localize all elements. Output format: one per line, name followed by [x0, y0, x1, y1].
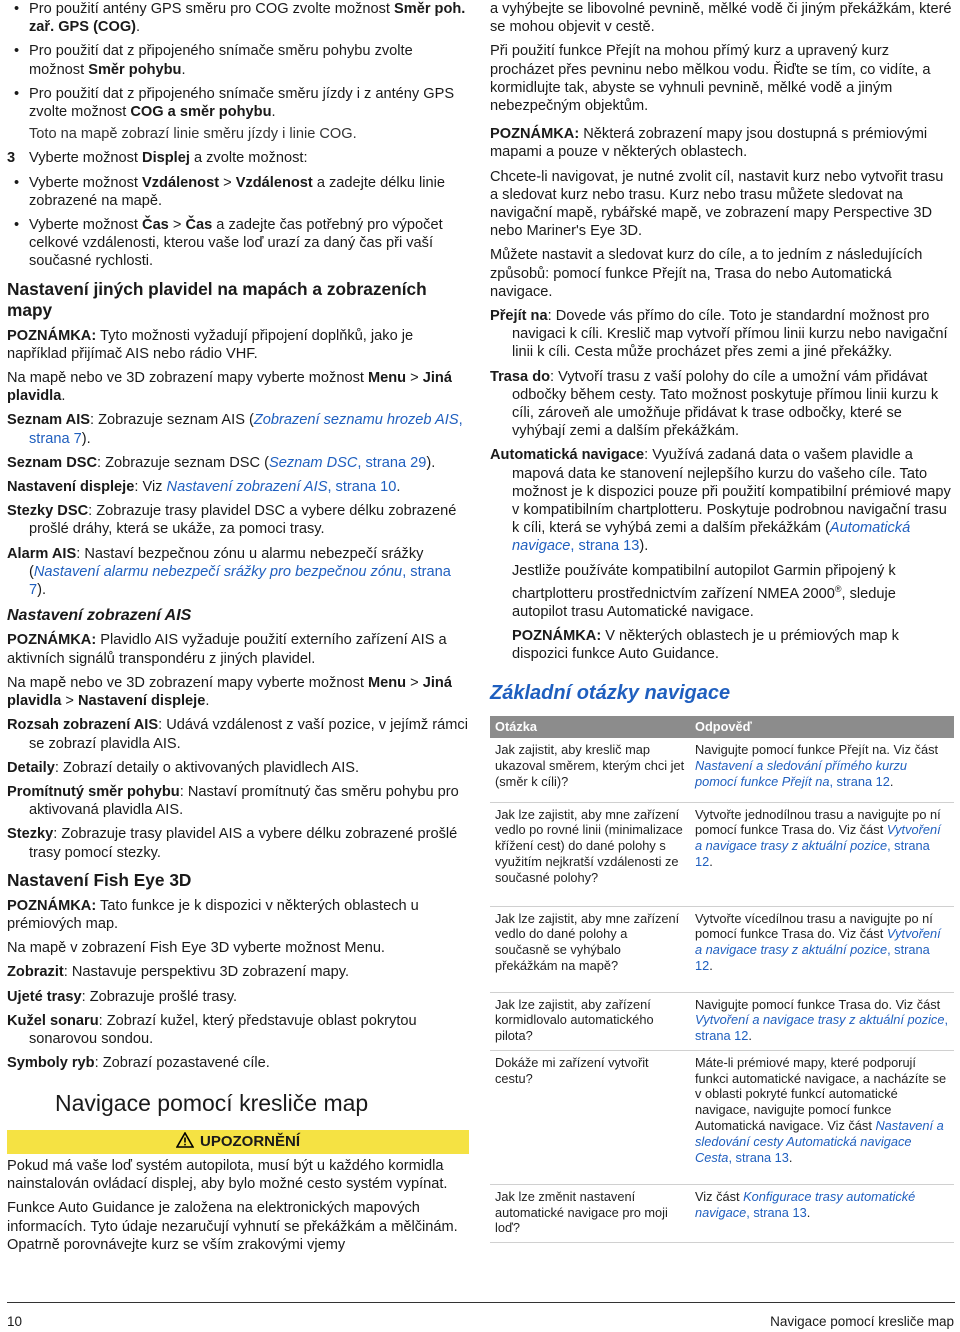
answer-cell: Viz část Konfigurace trasy automatické navigace, strana 13. [690, 1184, 954, 1242]
cog-note: Toto na mapě zobrazí linie směru jízdy i linie COG. [29, 126, 357, 143]
answer-link[interactable]: Nastavení a sledování přímého kurzu pomocí funkce Přejít na [695, 757, 907, 789]
answer-link-page[interactable]: , strana 13 [746, 1204, 807, 1220]
heading-other-vessels: Nastavení jiných plavidel na mapách a zobrazeních mapy [7, 278, 427, 320]
footer-title: Navigace pomocí kresliče map [770, 1314, 954, 1329]
navigate-methods: Můžete nastavit a sledovat kurz do cíle, a to jedním z následujících způsobů: pomocí funkce Přejít na, Trasa do nebo Automatická navigace. [490, 247, 923, 300]
right-column [490, 0, 955, 670]
table-row [490, 738, 954, 802]
question-cell: Jak lze zajistit, aby zařízení kormidlovalo automatického pilota? [490, 992, 690, 1050]
bullet-cog-heading: • Pro použití dat z připojeného snímače směru jízdy i z antény GPS zvolte možnost COG a směr pohybu. [7, 85, 469, 121]
question-cell: Jak lze zajistit, aby mne zařízení vedlo do dané polohy a současně se vyhýbalo překážkám na mapě? [490, 906, 690, 992]
def-display-settings: Nastavení displeje: Viz Nastavení zobrazení AIS, strana 10. [7, 479, 401, 496]
answer-link[interactable]: Vytvoření a navigace trasy z aktuální pozice [695, 926, 941, 958]
link-ais-threats-page[interactable]: , strana 7 [29, 412, 463, 447]
warning-text: Pokud má vaše loď systém autopilota, musí být u každého kormidla nainstalován ovládací displej, aby bylo možné cesto systém vypínat. [7, 1158, 448, 1193]
link-ais-display-page[interactable]: , strana 10 [327, 479, 397, 496]
table-row [490, 802, 954, 906]
autopilot-text: Jestliže používáte kompatibilní autopilot Garmin připojený k chartplotteru prostřednictvím zařízení NMEA 2000®, sleduje autopilot trasu Automatické navigace. [512, 562, 896, 620]
page-number: 10 [7, 1314, 23, 1329]
answer-cell: Máte-li prémiové mapy, které podporují funkci automatické navigace, a nacházíte se v oblasti pokryté funkcí automatické navigace, navigujte pomocí funkce Automatická navigace. Viz část Nastavení a sledování cesty Automatická navigace Cesta, strana 13. [690, 1050, 954, 1184]
link-collision-alarm[interactable]: Nastavení alarmu nebezpečí srážky pro bezpečnou zónu [33, 563, 403, 580]
question-cell: Jak zajistit, aby kreslič map ukazoval směrem, kterým chci jet (směr k cíli)? [490, 738, 690, 802]
note-auto-guidance: POZNÁMKA: V některých oblastech je u prémiových map k dispozici funkce Auto Guidance. [512, 628, 899, 663]
menu-path-other: Na mapě nebo ve 3D zobrazení mapy vyberte možnost Menu > Jiná plavidla. [7, 370, 452, 405]
def-goto: Přejít na: Dovede vás přímo do cíle. Toto je standardní možnost pro navigaci k cíli. Kreslič map vytvoří přímou linii kurzu nebo navigační linii k cíli. Cesta může procházet přes zemi a jiné překážky. [490, 308, 948, 361]
link-dsc-list[interactable]: Seznam DSC [268, 454, 358, 471]
question-cell: Dokáže mi zařízení vytvořit cestu? [490, 1050, 690, 1184]
heading-chartplotter-navigation: Navigace pomocí kresliče map [55, 1090, 369, 1116]
auto-guidance-text: Funkce Auto Guidance je založena na elektronických mapových informacích. Tyto údaje nezaručují vyhnutí se překážkám a mělčinám. Opatrně porovnávejte kurz se vším zrakovými vjemy [7, 1200, 458, 1253]
def-route-to: Trasa do: Vytvoří trasu z vaší polohy do cíle a umožní vám přidávat odbočky během cesty. Tato možnost poskytuje přímou linii kurzu k cíli, zároveň ale umožňuje přidávat k trase odbočky, které se vyhýbají zemi a dalším překážkám. [490, 368, 939, 440]
answer-link-page[interactable]: , strana 12 [829, 773, 890, 789]
col-question-header: Otázka [490, 716, 690, 738]
avoid-obstacles-text: a vyhýbejte se libovolné pevnině, mělké vodě či jiným překážkám, které se mohou objevit v cestě. [490, 1, 952, 36]
link-ais-display[interactable]: Nastavení zobrazení AIS [166, 479, 328, 496]
def-fish-symbols: Symboly ryb: Zobrazí pozastavené cíle. [7, 1055, 270, 1072]
answer-link[interactable]: Nastavení a sledování cesty Automatická navigace Cesta [695, 1118, 944, 1165]
answer-link-page[interactable]: , strana 12 [695, 942, 930, 973]
warning-icon [176, 1132, 194, 1156]
bullet-heading-sensor: • Pro použití dat z připojeného snímače směru pohybu zvolte možnost Směr pohybu. [7, 42, 469, 78]
table-header-row [490, 716, 954, 738]
table-row [490, 992, 954, 1050]
col-answer-header: Odpověď [690, 716, 954, 738]
bullet-gps-cog: • Pro použití antény GPS směru pro COG zvolte možnost Směr poh. zař. GPS (COG). [7, 0, 469, 36]
note-premium: POZNÁMKA: Některá zobrazení mapy jsou dostupná s prémiovými mapami a pouze v některých oblastech. [490, 126, 928, 161]
bullet-time: • Vyberte možnost Čas > Čas a zadejte čas potřebný pro výpočet celkové vzdálenosti, kterou vaše loď urazí za daný čas při vaší současné rychlosti. [7, 216, 469, 271]
left-column [7, 0, 469, 1078]
link-auto-guidance-page[interactable]: , strana 13 [570, 538, 640, 555]
def-details: Detaily: Zobrazí detaily o aktivovaných plavidlech AIS. [7, 759, 360, 776]
def-auto-guidance: Automatická navigace: Využívá zadaná data o vašem plavidle a mapová data ke stanovení nejlepšího kurzu do vašeho cíle. Tato možnost je k dispozici pouze při použití kompatibilní prémiové mapy v kompatibilním chartplotteru. Poskytuje podrobnou navigační trasu k cíli, která se vyhýbá zemi a dalším překážkám (Automatická navigace, strana 13). [490, 447, 951, 555]
step-number: 3 [7, 150, 16, 167]
answer-link[interactable]: Vytvoření a navigace trasy z aktuální pozice [695, 822, 941, 854]
menu-path-ais: Na mapě nebo ve 3D zobrazení mapy vyberte možnost Menu > Jiná plavidla > Nastavení displeje. [7, 674, 452, 710]
heading-fish-eye: Nastavení Fish Eye 3D [7, 869, 192, 890]
def-trails: Stezky: Zobrazuje trasy plavidel AIS a vybere délku zobrazené prošlé trasy pomocí stezky. [7, 826, 458, 861]
def-dsc-trails: Stezky DSC: Zobrazuje trasy plavidel DSC a vybere délku zobrazené prošlé dráhy, která se ukáže, za pomoci trasy. [7, 503, 457, 538]
navigate-intro: Chcete-li navigovat, je nutné zvolit cíl, nastavit kurz nebo vytvořit trasu a sledovat kurz nebo trasu. Kurz nebo trasu můžete sledovat na navigační mapě, rybářské mapě, ve zobrazení mapy Perspective 3D nebo Mariner's Eye 3D. [490, 168, 944, 240]
question-cell: Jak lze změnit nastavení automatické navigace pro moji loď? [490, 1184, 690, 1242]
def-projected-heading: Promítnutý směr pohybu: Nastaví promítnutý čas směru pohybu pro aktivovaná plavidla AIS. [7, 783, 459, 819]
def-ais-range: Rozsah zobrazení AIS: Udává vzdálenost z vaší pozice, v jejímž rámci se zobrazí plavidla AIS. [7, 717, 468, 752]
def-ais-list: Seznam AIS: Zobrazuje seznam AIS (Zobrazení seznamu hrozeb AIS, strana 7). [7, 412, 463, 447]
answer-cell: Vytvořte jednodílnou trasu a navigujte po ní pomocí funkce Trasa do. Viz část Vytvoření a navigace trasy z aktuální pozice, strana 12. [690, 802, 954, 906]
fish-eye-menu: Na mapě v zobrazení Fish Eye 3D vyberte možnost Menu. [7, 940, 385, 957]
def-sonar-cone: Kužel sonaru: Zobrazí kužel, který představuje oblast pokrytou sonarovou sondou. [7, 1012, 417, 1047]
link-dsc-list-page[interactable]: , strana 29 [357, 454, 427, 471]
answer-link-page[interactable]: , strana 12 [695, 1012, 949, 1044]
heading-ais-display: Nastavení zobrazení AIS [7, 607, 192, 625]
answer-link[interactable]: Konfigurace trasy automatické navigace [695, 1188, 916, 1220]
link-collision-alarm-page[interactable]: , strana 7 [29, 563, 451, 599]
answer-link-page[interactable]: , strana 13 [728, 1149, 789, 1165]
bullet-distance: • Vyberte možnost Vzdálenost > Vzdálenost a zadejte délku linie zobrazené na mapě. [7, 174, 469, 210]
note-accessories: POZNÁMKA: Tyto možnosti vyžadují připojení doplňků, jako je například přijímač AIS nebo rádio VHF. [7, 327, 414, 362]
warning-label: UPOZORNĚNÍ [199, 1133, 300, 1150]
step-3: 3 Vyberte možnost Displej a zvolte možnost: [7, 150, 308, 167]
question-cell: Jak lze zajistit, aby mne zařízení vedlo po rovné linii (minimalizace křížení cest) do dané polohy s využitím nejkratší vzdálenosti ze současné polohy? [490, 802, 690, 906]
table-row [490, 1184, 954, 1242]
answer-cell: Navigujte pomocí funkce Trasa do. Viz část Vytvoření a navigace trasy z aktuální pozice, strana 12. [690, 992, 954, 1050]
def-view: Zobrazit: Nastavuje perspektivu 3D zobrazení mapy. [7, 964, 350, 981]
table-row [490, 1050, 954, 1184]
note-ais-device: POZNÁMKA: Plavidlo AIS vyžaduje použití externího zařízení AIS a aktivních signálů transpondéru z jiných plavidel. [7, 632, 447, 667]
goto-warning-text: Při použití funkce Přejít na mohou přímý kurz a upravený kurz procházet přes pevninu nebo mělkou vodu. Řiďte se tím, co vidíte, a kormidlujte tak, abyste se vyhnuli pevnině, mělké vodě a jiným nebezpečným objektům. [490, 43, 931, 115]
heading-basic-questions: Základní otázky navigace [490, 682, 731, 704]
warning-banner [7, 1130, 469, 1154]
link-ais-threats[interactable]: Zobrazení seznamu hrozeb AIS [253, 412, 459, 429]
table-row [490, 906, 954, 992]
warning-body [7, 1157, 469, 1260]
def-ais-alarm: Alarm AIS: Nastaví bezpečnou zónu u alarmu nebezpečí srážky (Nastavení alarmu nebezpečí srážky pro bezpečnou zónu, strana 7). [7, 545, 451, 599]
note-fish-eye: POZNÁMKA: Tato funkce je k dispozici v některých oblastech u prémiových map. [7, 897, 419, 932]
answer-cell: Vytvořte vícedílnou trasu a navigujte po ní pomocí funkce Trasa do. Viz část Vytvoření a navigace trasy z aktuální pozice, strana 12. [690, 906, 954, 992]
def-tracks: Ujeté trasy: Zobrazuje prošlé trasy. [7, 988, 238, 1005]
navigation-faq-table [490, 716, 954, 1243]
footer-divider [7, 1302, 955, 1303]
answer-link-page[interactable]: , strana 12 [695, 838, 930, 869]
link-auto-guidance[interactable]: Automatická navigace [512, 520, 911, 555]
answer-link[interactable]: Vytvoření a navigace trasy z aktuální pozice [695, 1012, 945, 1028]
answer-cell: Navigujte pomocí funkce Přejít na. Viz část Nastavení a sledování přímého kurzu pomocí funkce Přejít na, strana 12. [690, 738, 954, 802]
def-dsc-list: Seznam DSC: Zobrazuje seznam DSC (Seznam DSC, strana 29). [7, 454, 436, 471]
